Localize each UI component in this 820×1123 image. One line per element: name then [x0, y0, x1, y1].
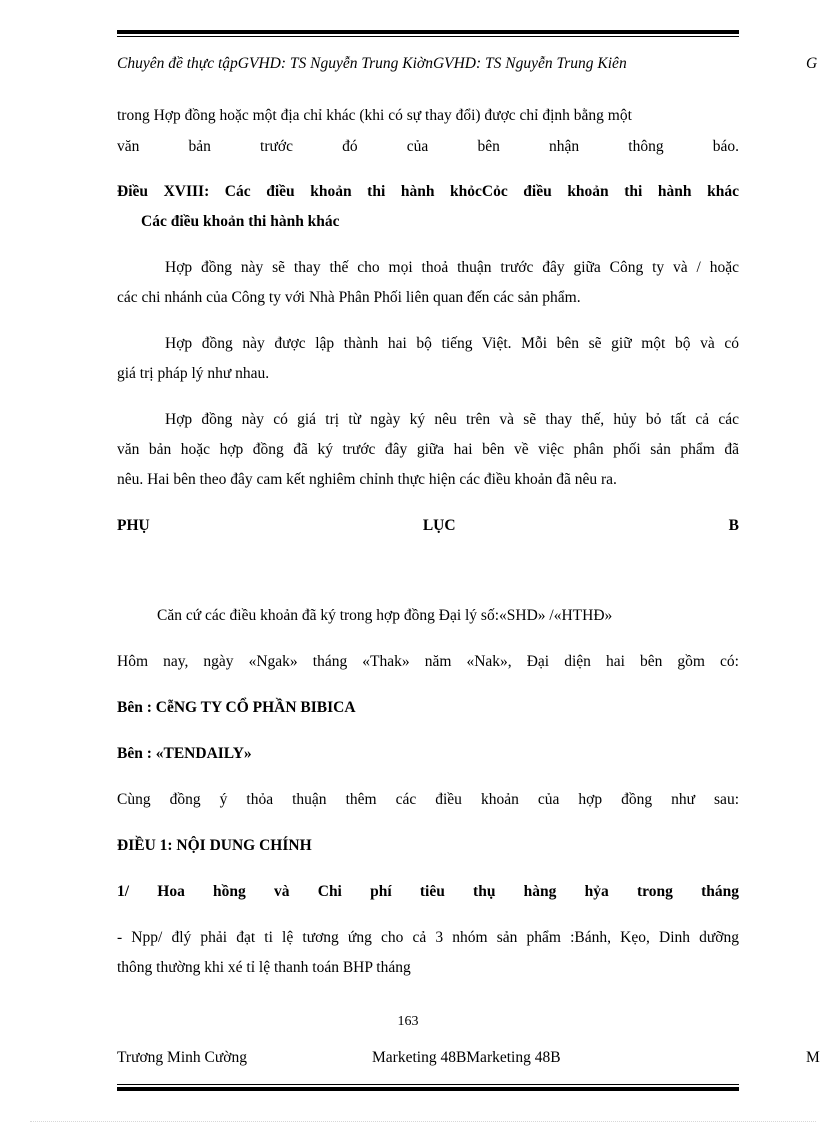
footer-overflow: M — [806, 1049, 820, 1066]
article-1-heading: ĐIỀU 1: NỘI DUNG CHÍNH — [117, 837, 312, 854]
paragraph-3-line-1: Hợp đồng này được lập thành hai bộ tiếng Việt. Mỗi bên sẽ giữ một bộ và có — [165, 335, 739, 352]
running-header-overflow: G — [806, 55, 818, 72]
contract-basis: Căn cứ các điều khoản đã ký trong hợp đồng Đại lý số:«SHD» /«HTHĐ» — [157, 607, 613, 624]
article-18-subheading: Các điều khoản thi hành khác — [141, 213, 340, 230]
paragraph-4-line-3: nêu. Hai bên theo đây cam kết nghiêm chỉnh thực hiện các điều khoản đã nêu ra. — [117, 471, 617, 488]
paragraph-4-line-2: văn bản hoặc hợp đồng đã ký trước đây giữa hai bên về việc phân phối sản phẩm đã — [117, 441, 739, 458]
paragraph-2-line-1: Hợp đồng này sẽ thay thế cho mọi thoả thuận trước đây giữa Công ty và / hoặc — [165, 259, 739, 276]
paragraph-4-line-1: Hợp đồng này có giá trị từ ngày ký nêu trên và sẽ thay thế, hủy bỏ tất cả các — [165, 411, 739, 428]
appendix-title: PHỤ LỤC B — [117, 517, 739, 534]
date-line: Hôm nay, ngày «Ngak» tháng «Thak» năm «Nak», Đại diện hai bên gồm có: — [117, 653, 739, 670]
paragraph-2-line-2: các chi nhánh của Công ty với Nhà Phân Phối liên quan đến các sản phẩm. — [117, 289, 581, 306]
header-rule — [117, 30, 739, 37]
item-1-heading: 1/ Hoa hồng và Chi phí tiêu thụ hàng hỷa trong tháng — [117, 883, 739, 900]
bullet-line-1: - Npp/ đlý phải đạt ti lệ tương ứng cho cả 3 nhóm sản phẩm :Bánh, Kẹo, Dinh dưỡng — [117, 929, 739, 946]
page-number: 163 — [397, 1014, 419, 1029]
bullet-line-2: thông thường khi xé tỉ lệ thanh toán BHP tháng — [117, 959, 411, 976]
footer-author: Trương Minh Cường — [117, 1049, 247, 1066]
party-b: Bên : «TENDAILY» — [117, 745, 252, 762]
paragraph-1-line-2: văn bản trước đó của bên nhận thông báo. — [117, 138, 739, 155]
running-header: Chuyên đề thực tậpGVHD: TS Nguyễn Trung KiờnGVHD: TS Nguyễn Trung Kiên — [117, 55, 627, 72]
footer-rule — [117, 1084, 739, 1091]
article-18-heading: Điều XVIII: Các điều khoản thi hành khỏcCỏc điều khoản thi hành khác — [117, 183, 739, 200]
paragraph-1-line-1: trong Hợp đồng hoặc một địa chỉ khác (khi có sự thay đổi) được chỉ định bằng một — [117, 107, 632, 124]
paragraph-3-line-2: giá trị pháp lý như nhau. — [117, 365, 270, 382]
footer-class: Marketing 48BMarketing 48B — [372, 1049, 561, 1066]
party-a: Bên : CễNG TY CỔ PHẦN BIBICA — [117, 699, 356, 716]
agreement-line: Cùng đồng ý thỏa thuận thêm các điều khoản của hợp đồng như sau: — [117, 791, 739, 808]
page-edge-divider — [30, 1121, 816, 1122]
